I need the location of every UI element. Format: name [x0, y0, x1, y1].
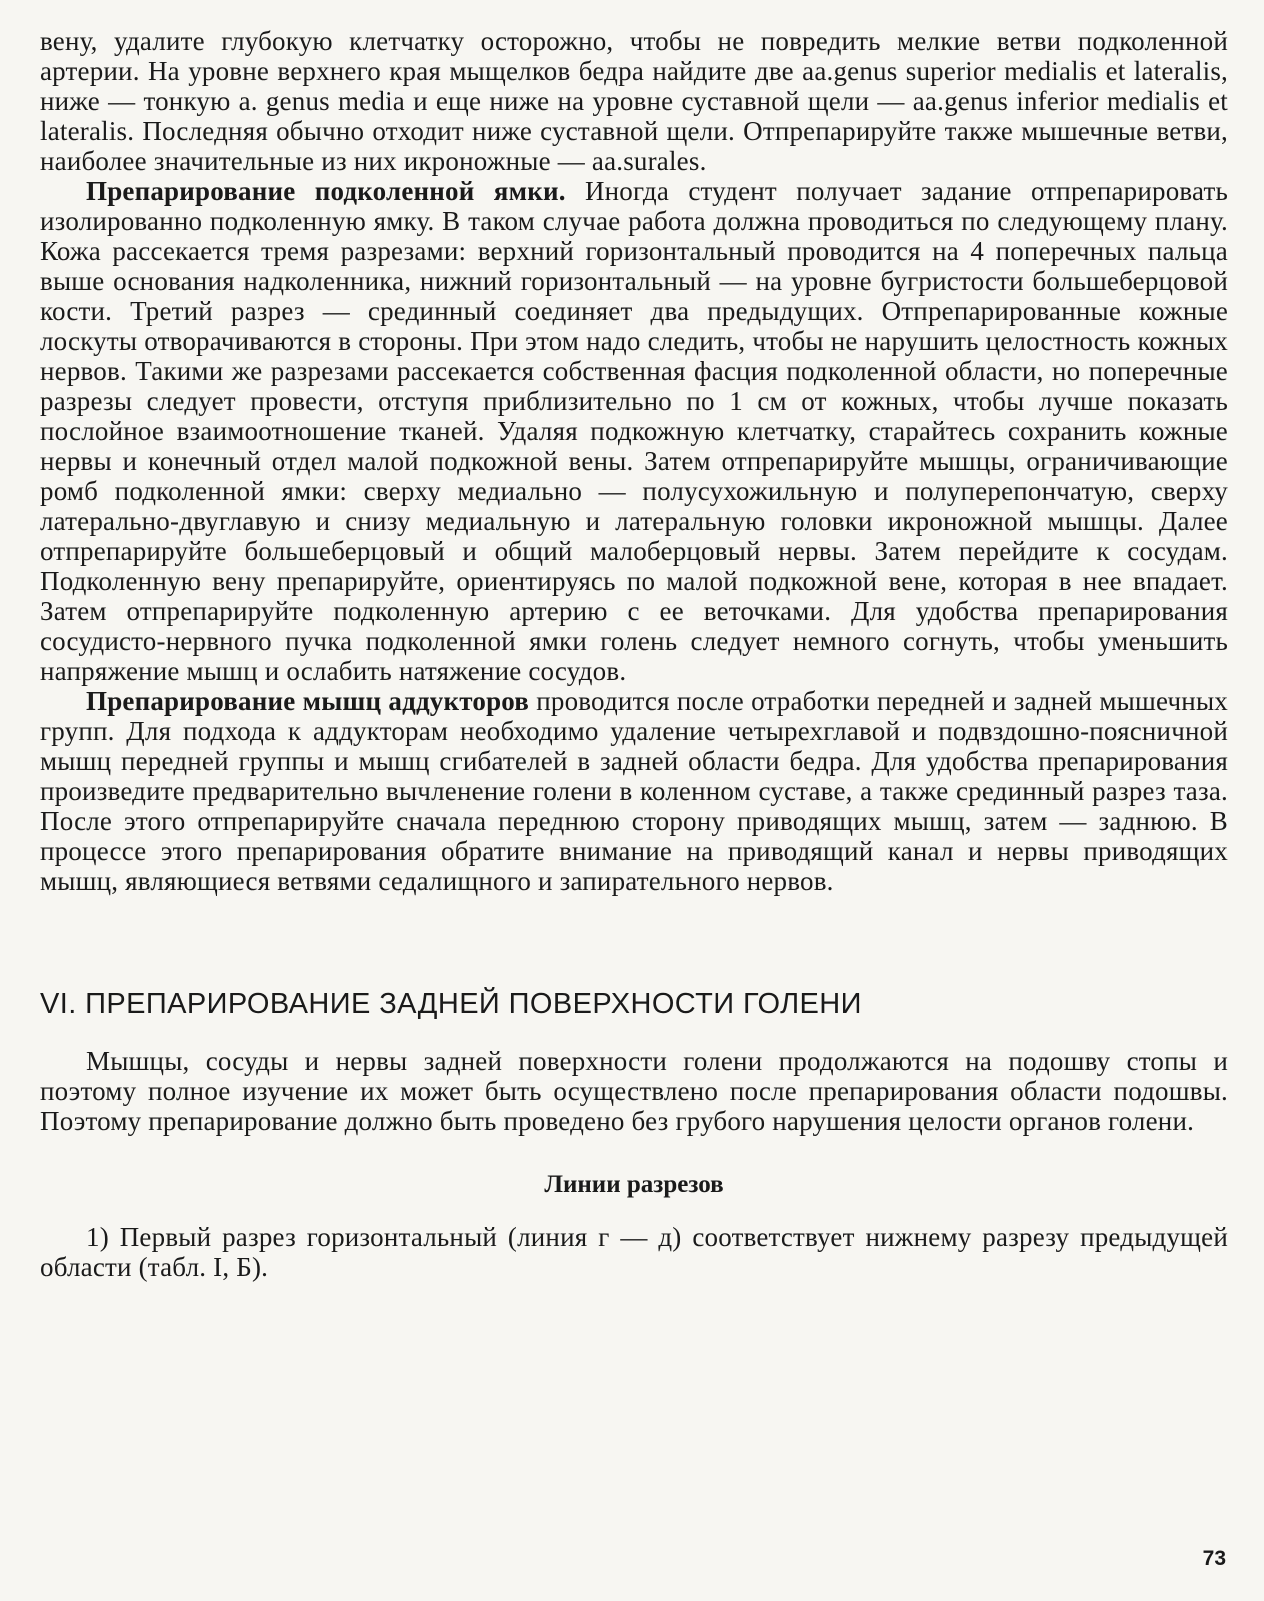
paragraph-text: проводится после отработки передней и задней мышечных групп. Для подхода к аддукторам необходимо удаление четырехглавой и подвздошно-поясничной мышц передней группы и мышц сгибателей в задней области бедра. Для удобства препарирования произведите предварительно вычленение голени в коленном суставе, а также срединный разрез таза. После этого отпрепарируйте сначала переднюю сторону приводящих мышц, затем — заднюю. В процессе этого препарирования обратите внимание на приводящий канал и нервы приводящих мышц, являющиеся ветвями седалищного и запирательного нервов. [40, 686, 1228, 896]
paragraph-lead: Препарирование мышц аддукторов [86, 686, 530, 716]
paragraph-text: Иногда студент получает задание отпрепарировать изолированно подколенную ямку. В таком случае работа должна проводиться по следующему плану. Кожа рассекается тремя разрезами: верхний горизонтальный проводится на 4 поперечных пальца выше основания надколенника, нижний горизонтальный — на уровне бугристости большеберцовой кости. Третий разрез — срединный соединяет два предыдущих. Отпрепарированные кожные лоскуты отворачиваются в стороны. При этом надо следить, чтобы не нарушить целостность кожных нервов. Такими же разрезами рассекается собственная фасция подколенной области, но поперечные разрезы следует провести, отступя приблизительно по 1 см от кожных, чтобы лучше показать послойное взаимоотношение тканей. Удаляя подкожную клетчатку, старайтесь сохранить кожные нервы и конечный отдел малой подкожной вены. Затем отпрепарируйте мышцы, ограничивающие ромб подколенной ямки: сверху медиально — полусухожильную и полуперепончатую, сверху латерально-двуглавую и снизу медиальную и латеральную головки икроножной мышцы. Далее отпрепарируйте большеберцовый и общий малоберцовый нервы. Затем перейдите к сосудам. Подколенную вену препарируйте, ориентируясь по малой подкожной вене, которая в нее впадает. Затем отпрепарируйте подколенную артерию с ее веточками. Для удобства препарирования сосудисто-нервного пучка подколенной ямки голень следует немного согнуть, чтобы уменьшить напряжение мышц и ослабить натяжение сосудов. [40, 176, 1228, 686]
paragraph-continuation [40, 26, 1228, 176]
section-intro: Мышцы, сосуды и нервы задней поверхности голени продолжаются на подошву стопы и поэтому полное изучение их может быть осуществлено после препарирования области подошвы. Поэтому препарирование должно быть проведено без грубого нарушения целости органов голени. [40, 1046, 1228, 1136]
page-content [40, 26, 1228, 1282]
section-title: VI. ПРЕПАРИРОВАНИЕ ЗАДНЕЙ ПОВЕРХНОСТИ ГОЛЕНИ [40, 988, 862, 1020]
paragraph-popliteal-fossa [40, 176, 1228, 686]
paragraph-lead: Препарирование подколенной ямки. [86, 176, 566, 206]
subheading: Линии разрезов [544, 1171, 724, 1198]
page-number: 73 [1202, 1547, 1226, 1570]
paragraph-text: вену, удалите глубокую клетчатку осторожно, чтобы не повредить мелкие ветви подколенной артерии. На уровне верхнего края мыщелков бедра найдите две aa.genus superior medialis et lateralis, ниже — тонкую a. genus media и еще ниже на уровне суставной щели — aa.genus inferior medialis et lateralis. Последняя обычно отходит ниже суставной щели. Отпрепарируйте также мышечные ветви, наиболее значительные из них икроножные — aa.surales. [40, 26, 1228, 176]
list-item: 1) Первый разрез горизонтальный (линия г — д) соответствует нижнему разрезу предыдущей области (табл. I, Б). [40, 1222, 1228, 1282]
paragraph-adductors [40, 686, 1228, 896]
